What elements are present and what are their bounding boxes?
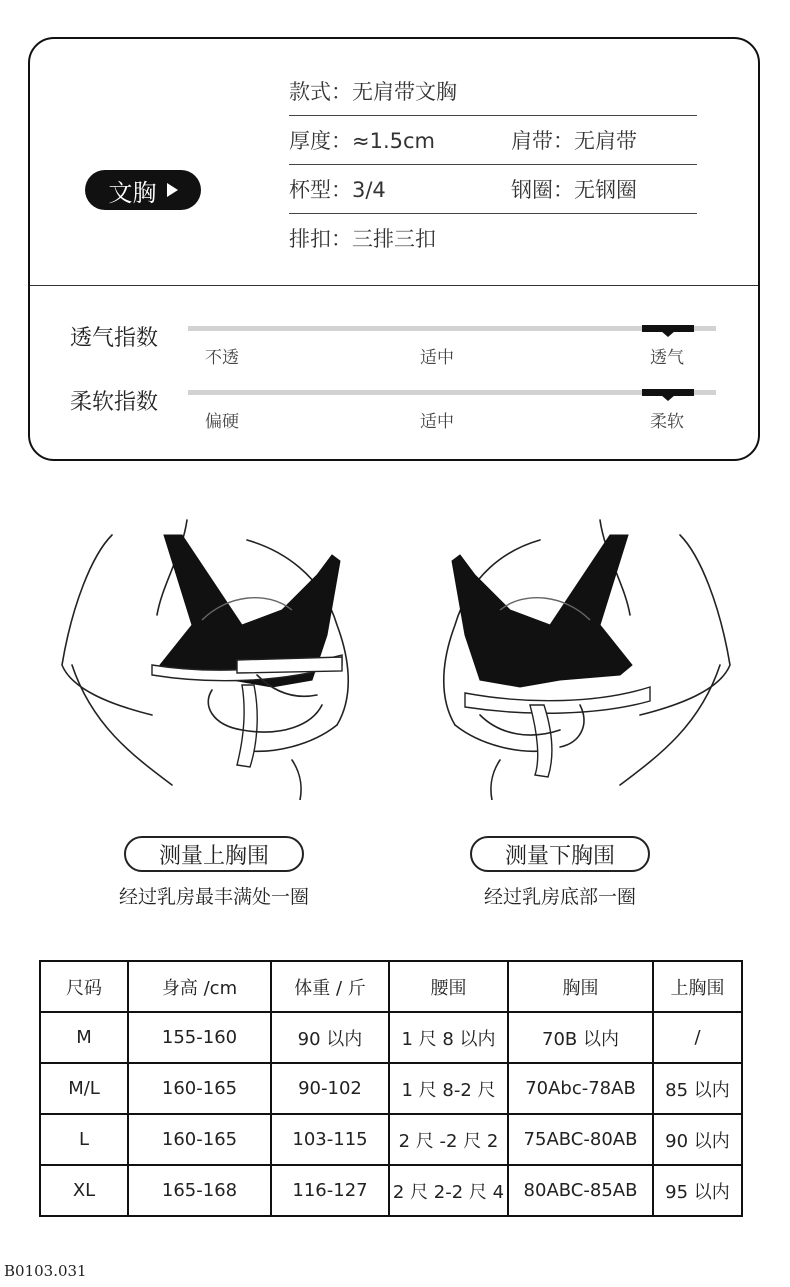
pill-label: 文胸	[108, 178, 157, 207]
under-bust-title: 测量下胸围	[470, 836, 650, 872]
play-arrow-icon	[167, 183, 178, 197]
table-row	[40, 1165, 742, 1216]
spec-row-thickness	[289, 116, 697, 165]
cell-size: M/L	[40, 1063, 128, 1114]
softness-tick-low: 偏硬	[205, 412, 239, 432]
product-code: B0103.031	[4, 1262, 87, 1280]
cell-weight: 103-115	[271, 1114, 389, 1165]
bra-category-pill	[85, 170, 201, 210]
spec-row-style	[289, 67, 697, 116]
table-row	[40, 1012, 742, 1063]
softness-tick-high: 柔软	[650, 412, 684, 432]
product-spec-card	[28, 37, 760, 461]
spec-row-cup	[289, 165, 697, 214]
cell-bust: 70Abc-78AB	[508, 1063, 653, 1114]
breathability-tick-high: 透气	[650, 348, 684, 368]
softness-tick-mid: 适中	[420, 412, 454, 432]
cell-weight: 116-127	[271, 1165, 389, 1216]
cell-upper-bust: /	[653, 1012, 742, 1063]
cell-upper-bust: 85 以内	[653, 1063, 742, 1114]
spec-strap: 肩带：无肩带	[511, 129, 637, 153]
cell-height: 160-165	[128, 1114, 271, 1165]
cell-weight: 90-102	[271, 1063, 389, 1114]
softness-marker	[642, 389, 694, 396]
cell-bust: 75ABC-80AB	[508, 1114, 653, 1165]
softness-track	[188, 390, 716, 395]
breathability-marker	[642, 325, 694, 332]
cell-upper-bust: 90 以内	[653, 1114, 742, 1165]
header-bust: 胸围	[508, 961, 653, 1012]
breathability-tick-low: 不透	[205, 348, 239, 368]
breathability-label: 透气指数	[70, 326, 159, 351]
cell-height: 160-165	[128, 1063, 271, 1114]
table-header-row	[40, 961, 742, 1012]
under-bust-desc: 经过乳房底部一圈	[483, 886, 636, 908]
cell-waist: 1 尺 8 以内	[389, 1012, 508, 1063]
cell-size: L	[40, 1114, 128, 1165]
upper-bust-illustration	[52, 515, 372, 800]
cell-waist: 2 尺 2-2 尺 4	[389, 1165, 508, 1216]
spec-hooks: 排扣：三排三扣	[289, 227, 436, 251]
cell-upper-bust: 95 以内	[653, 1165, 742, 1216]
cell-height: 165-168	[128, 1165, 271, 1216]
under-bust-illustration	[420, 515, 740, 800]
size-table	[39, 960, 743, 1217]
header-weight: 体重 / 斤	[271, 961, 389, 1012]
spec-thickness: 厚度：≈1.5cm	[289, 129, 435, 153]
table-row	[40, 1063, 742, 1114]
upper-bust-desc: 经过乳房最丰满处一圈	[118, 886, 309, 908]
upper-bust-title: 测量上胸围	[124, 836, 304, 872]
header-height: 身高 /cm	[128, 961, 271, 1012]
header-size: 尺码	[40, 961, 128, 1012]
cell-size: M	[40, 1012, 128, 1063]
breathability-track	[188, 326, 716, 331]
cell-height: 155-160	[128, 1012, 271, 1063]
cell-bust: 80ABC-85AB	[508, 1165, 653, 1216]
cell-waist: 1 尺 8-2 尺	[389, 1063, 508, 1114]
softness-label: 柔软指数	[70, 390, 159, 415]
spec-style: 款式：无肩带文胸	[289, 80, 457, 104]
spec-wire: 钢圈：无钢圈	[511, 178, 637, 202]
breathability-tick-mid: 适中	[420, 348, 454, 368]
card-divider	[30, 285, 758, 286]
cell-size: XL	[40, 1165, 128, 1216]
header-upper-bust: 上胸围	[653, 961, 742, 1012]
cell-bust: 70B 以内	[508, 1012, 653, 1063]
cell-weight: 90 以内	[271, 1012, 389, 1063]
spec-row-hooks	[289, 214, 697, 262]
spec-cup: 杯型：3/4	[289, 178, 386, 202]
table-row	[40, 1114, 742, 1165]
header-waist: 腰围	[389, 961, 508, 1012]
cell-waist: 2 尺 -2 尺 2	[389, 1114, 508, 1165]
